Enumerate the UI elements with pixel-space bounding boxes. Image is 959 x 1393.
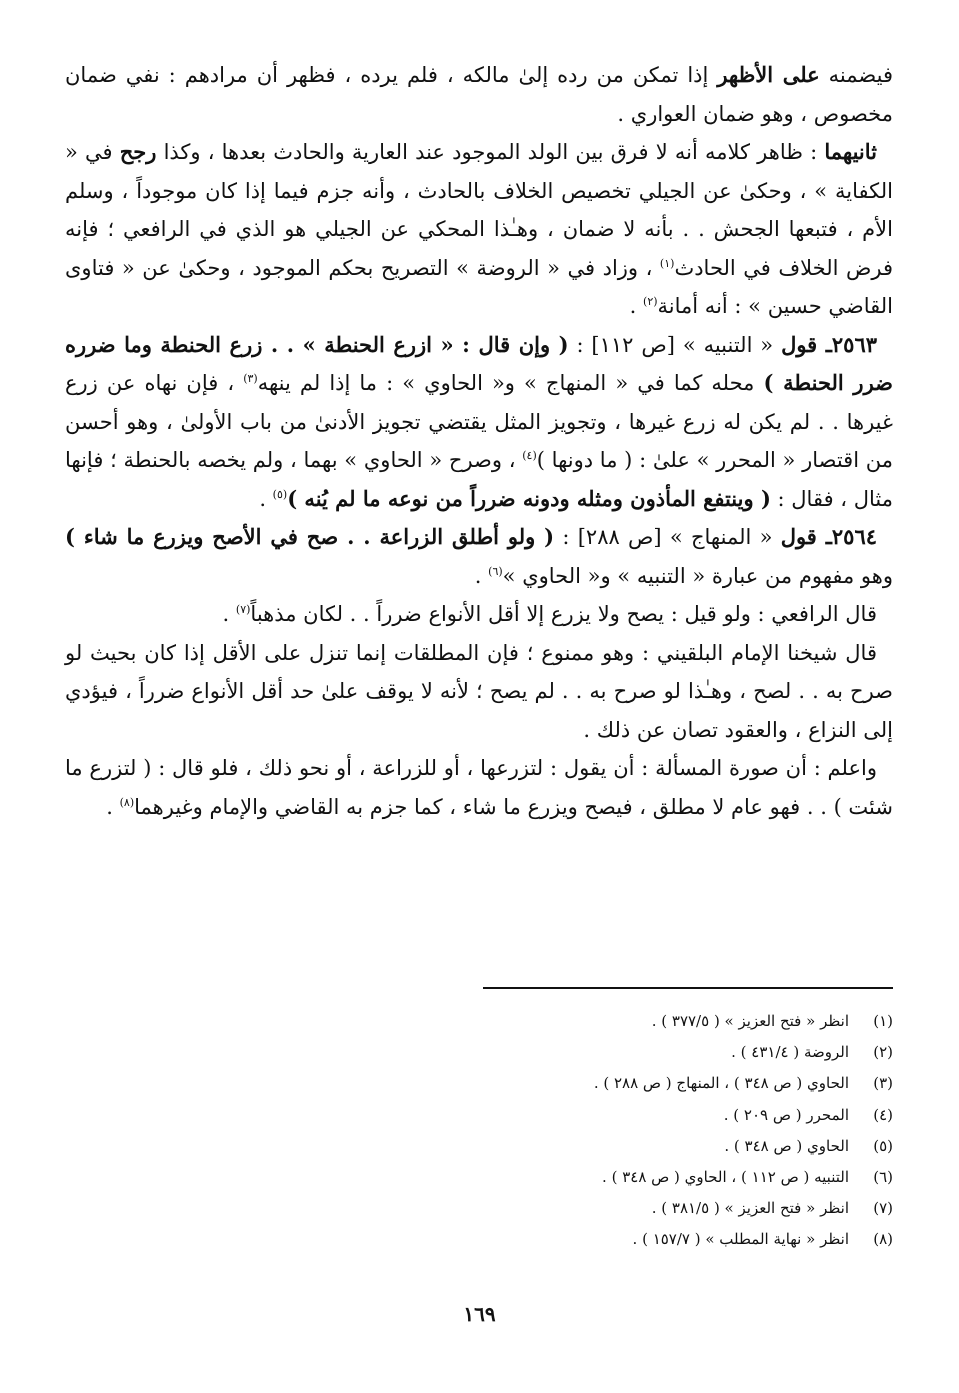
footnote-reference: (٨)	[119, 795, 135, 809]
footnote-text: الحاوي ( ص ٣٤٨ ) ، المنهاج ( ص ٢٨٨ ) .	[593, 1074, 849, 1093]
bold-text: على الأظهر	[717, 62, 820, 87]
footnote	[65, 1131, 893, 1162]
footnote	[65, 1037, 893, 1068]
paragraph	[65, 326, 893, 519]
footnote-separator	[483, 987, 893, 989]
footnote	[65, 1162, 893, 1193]
footnote-text: انظر « فتح العزيز » ( ٣٧٧/٥ ) .	[651, 1012, 849, 1030]
footnote-number: (١)	[873, 1012, 893, 1030]
bold-text: رجح	[119, 139, 157, 164]
footnote-number: (٦)	[873, 1168, 893, 1187]
footnote-number: (٥)	[873, 1136, 893, 1155]
text-run: قال شيخنا الإمام البلقيني : وهو ممنوع ؛ فإن المطلقات إنما تنزل على الأقل إذا كان بحيث لو صرح به . . لصح ، وهـٰذا لو صرح به . . لم يصح ؛ لأنه لا يوقف علىٰ حد أقل الأنواع ضرراً ، فيؤدي إلى النزاع ، والعقود تصان عن ذلك .	[65, 640, 893, 742]
footnote-text: التنبيه ( ص ١١٢ ) ، الحاوي ( ص ٣٤٨ ) .	[602, 1168, 849, 1187]
text-run: إذا تمكن من رده إلىٰ مالكه ، فلم يرده ، فظهر أن مرادهم : نفي ضمان مخصوص ، وهو ضمان العواري .	[65, 63, 893, 126]
bold-text: ( ولو أطلق الزراعة . . صح في الأصح ويزرع ما شاء )	[65, 524, 555, 549]
text-run: في « الكفاية » ، وحكىٰ عن الجيلي تخصيص الخلاف بالحادث ، وأنه جزم فيما إذا كان موجوداً ، وسلم الأم ، فتبعها الجحش . . بأنه لا ضمان ، وهـٰذا المحكي عن الجيلي هو الذي في الرافعي ؛ فإنه فرض الخلاف في الحادث	[65, 140, 893, 280]
paragraph	[65, 56, 893, 133]
footnote-number: (٨)	[873, 1230, 893, 1249]
footnote-reference: (٤)	[522, 449, 537, 462]
bold-text: ٢٥٦٣ـ قول	[781, 331, 878, 357]
text-run: .	[629, 294, 644, 318]
text-run: قال الرافعي : ولو قيل : يصح ولا يزرع إلا أقل الأنواع ضرراً . . لكان مذهباً	[250, 602, 877, 626]
footnote-text: المحرر ( ص ٢٠٩ ) .	[723, 1105, 849, 1124]
footnote-number: (٤)	[873, 1105, 893, 1124]
text-run: .	[259, 486, 273, 511]
bold-text: ثانيهما	[824, 139, 877, 164]
footnote-number: (٣)	[873, 1074, 893, 1093]
text-run: ، وصرح « الحاوي » بهما ، ولم يخصه بالحنطة ؛ فإنها مثال ، فقال :	[65, 448, 893, 511]
footnote	[65, 1100, 893, 1131]
text-run: : ظاهر كلامه أنه لا فرق بين الولد الموجود عند العارية والحادث بعدها ، وكذا	[156, 140, 825, 164]
text-run: .	[106, 794, 120, 819]
footnote-reference: (٦)	[488, 564, 503, 578]
footnote	[65, 1068, 893, 1099]
bold-text: ٢٥٦٤ـ قول	[780, 524, 878, 549]
paragraph	[65, 133, 893, 326]
footnote-text: الروضة ( ٤٣١/٤ ) .	[731, 1043, 849, 1062]
text-run: « المنهاج » [ص ٢٨٨] :	[554, 525, 781, 549]
text-run: محله كما في « المنهاج » و« الحاوي » : ما إذا لم ينهه	[257, 371, 764, 395]
text-run: فيضمنه	[819, 63, 893, 87]
paragraph	[65, 749, 893, 826]
footnote-text: الحاوي ( ص ٣٤٨ ) .	[724, 1136, 849, 1155]
footnote	[65, 1193, 893, 1224]
footnote-reference: (١)	[659, 256, 675, 270]
page-number: ١٦٩	[463, 1302, 496, 1326]
bold-text: ( وينتفع المأذون ومثله ودونه ضرراً من نوعه ما لم يُنه )	[287, 485, 771, 511]
paragraph	[65, 595, 893, 634]
footnote	[65, 1006, 893, 1037]
footnote	[65, 1224, 893, 1255]
footnote-number: (٧)	[873, 1199, 893, 1218]
footnote-reference: (٥)	[272, 487, 288, 501]
bold-text: ( وإن قال : « ازرع الحنطة » . . زرع الحنطة وما ضرره ضرر الحنطة )	[65, 331, 893, 395]
footnote-text: انظر « نهاية المطلب » ( ١٥٧/٧ ) .	[632, 1230, 849, 1249]
paragraph	[65, 634, 893, 750]
main-text	[65, 56, 893, 826]
text-run: .	[474, 563, 489, 588]
footnote-number: (٢)	[873, 1043, 893, 1062]
footnote-reference: (٧)	[235, 603, 251, 616]
footnote-reference: (٣)	[243, 372, 258, 385]
footnotes	[65, 1006, 893, 1256]
footnote-text: انظر « فتح العزيز » ( ٣٨١/٥ ) .	[651, 1199, 849, 1218]
text-run: ، فإن نهاه عن زرع غيرها . . لم يكن له زرع غيرها ، وتجويز المثل يقتضي تجويز الأدنىٰ من باب الأولىٰ ، وهو أحسن من اقتصار « المحرر » علىٰ : ( ما دونها )	[65, 371, 893, 472]
text-run: .	[222, 602, 236, 626]
paragraph	[65, 518, 893, 595]
text-run: واعلم : أن صورة المسألة : أن يقول : لتزرعها ، أو للزراعة ، أو نحو ذلك ، فلو قال : ( لتزرع ما شئت ) . . فهو عام لا مطلق ، فيصح ويزرع ما شاء ، كما جزم به القاضي والإمام وغيرهما	[65, 756, 893, 819]
footnote-reference: (٢)	[643, 295, 658, 308]
text-run: وهو مفهوم من عبارة « التنبيه » و« الحاوي »	[502, 563, 893, 588]
text-run: ، وزاد في « الروضة » التصريح بحكم الموجود ، وحكىٰ عن « فتاوى القاضي حسين » : أنه أمانة	[65, 255, 893, 318]
text-run: « التنبيه » [ص ١١٢] :	[568, 332, 782, 357]
